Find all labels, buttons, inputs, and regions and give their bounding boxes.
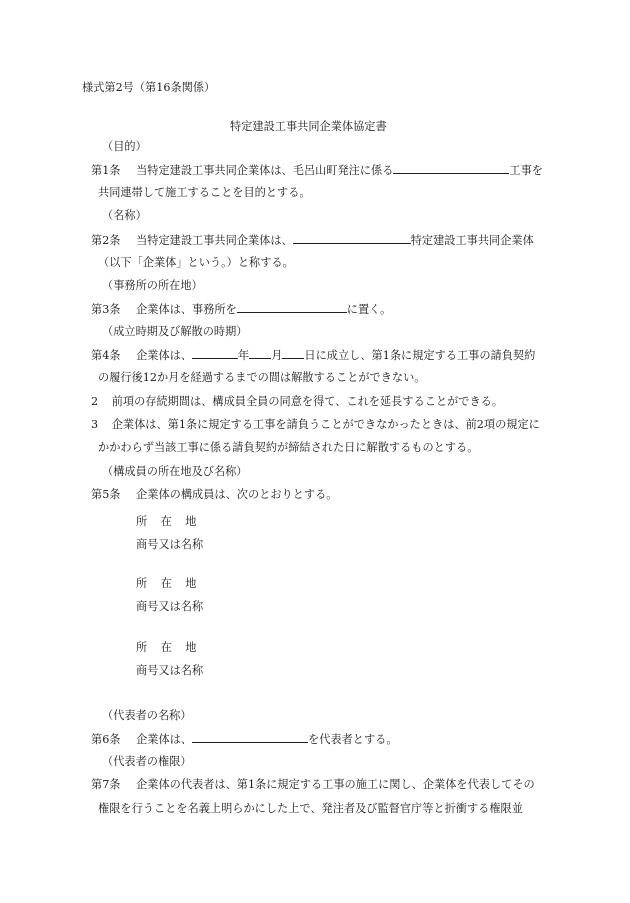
article-5-label: 第5条 [91,488,121,501]
section-heading-office: （事務所の所在地） [102,279,203,292]
member-1-name-label: 商号又は名称 [136,538,204,551]
day-blank [282,347,304,359]
article-7-line-1: 第7条 企業体の代表者は、第1条に規定する工事の施工に関し、企業体を代表してその [91,778,535,791]
month-blank [249,347,271,359]
article-1-line-1: 第1条 当特定建設工事共同企業体は、毛呂山町発注に係る 工事を [91,164,543,177]
section-heading-members: （構成員の所在地及び名称） [102,465,248,478]
article-7-label: 第7条 [91,778,121,791]
member-1-address-label: 所在地 [136,515,210,528]
article-6-line-1: 第6条 企業体は、 を代表者とする。 [91,733,398,746]
article-1-line-2: 共同連帯して施工することを目的とする。 [98,186,311,199]
article-2-label: 第2条 [91,234,121,247]
year-blank [192,347,238,359]
article-4-label: 第4条 [91,349,121,362]
document-title: 特定建設工事共同企業体協定書 [230,120,387,133]
article-4-line-1: 第4条 企業体は、 年 月 日に成立し、第1条に規定する工事の請負契約 [91,349,536,362]
member-3-name-label: 商号又は名称 [136,664,204,677]
article-3-label: 第3条 [91,303,121,316]
jv-name-blank [293,232,411,244]
section-heading-rep-name: （代表者の名称） [102,709,192,722]
section-heading-name: （名称） [102,209,147,222]
article-4-para-3-line-2: かかわらず当該工事に係る請負契約が締結された日に解散するものとする。 [98,441,479,454]
article-4-para-3-line-1: 3 企業体は、第1条に規定する工事を請負うことができなかったときは、前2項の規定に [91,418,540,431]
member-3-address-label: 所在地 [136,641,210,654]
office-address-blank [237,301,347,313]
article-2-line-1: 第2条 当特定建設工事共同企業体は、 特定建設工事共同企業体 [91,234,534,247]
article-4-line-2: の履行後12か月を経過するまでの間は解散することができない。 [98,371,426,384]
representative-blank [192,731,308,743]
section-heading-purpose: （目的） [102,140,147,153]
form-label: 様式第2号（第16条関係） [82,81,216,94]
article-5-line-1: 第5条 企業体の構成員は、次のとおりとする。 [91,488,338,501]
section-heading-period: （成立時期及び解散の時期） [102,325,248,338]
article-7-line-2: 権限を行うことを名義上明らかにした上で、発注者及び監督官庁等と折衝する権限並 [98,802,523,815]
article-6-label: 第6条 [91,733,121,746]
section-heading-rep-authority: （代表者の権限） [102,755,192,768]
article-4-para-2: 2 前項の存続期間は、構成員全員の同意を得て、これを延長することができる。 [91,395,504,408]
article-1-label: 第1条 [91,164,121,177]
member-2-address-label: 所在地 [136,577,210,590]
article-3-line-1: 第3条 企業体は、事務所を に置く。 [91,303,392,316]
member-2-name-label: 商号又は名称 [136,600,204,613]
article-2-line-2: （以下「企業体」という。）と称する。 [98,256,294,269]
project-name-blank [393,162,509,174]
